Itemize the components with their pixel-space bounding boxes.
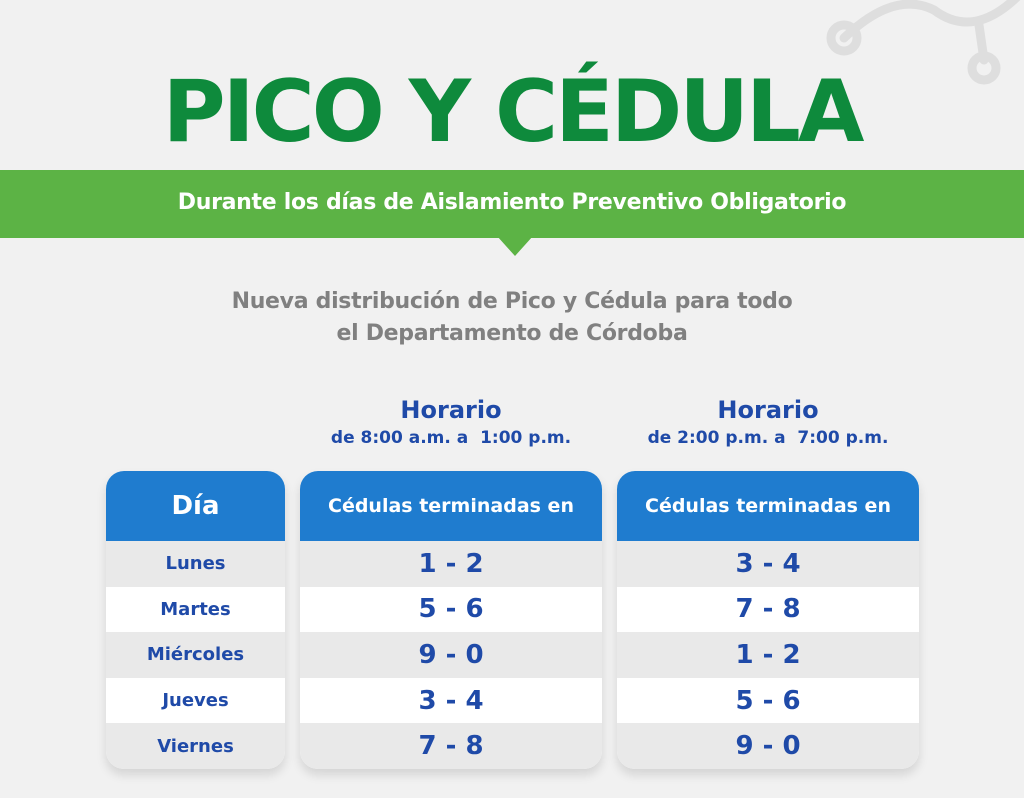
table-cell-afternoon: 3 - 4 bbox=[617, 541, 919, 587]
table-cell-morning: 9 - 0 bbox=[300, 632, 602, 678]
schedule-heading: Horario bbox=[717, 396, 819, 424]
table-cell-day: Viernes bbox=[106, 723, 285, 769]
table-cell-day: Jueves bbox=[106, 678, 285, 724]
table-cell-afternoon: 1 - 2 bbox=[617, 632, 919, 678]
banner-notch bbox=[497, 236, 533, 256]
subtitle-line-1: Nueva distribución de Pico y Cédula para todo bbox=[231, 289, 793, 314]
subtitle-line-2: el Departamento de Córdoba bbox=[336, 321, 688, 346]
table-cell-morning: 1 - 2 bbox=[300, 541, 602, 587]
column-header-day: Día bbox=[106, 471, 285, 541]
table-cell-afternoon: 9 - 0 bbox=[617, 723, 919, 769]
subtitle bbox=[0, 286, 1024, 350]
morning-column bbox=[300, 471, 602, 769]
table-cell-afternoon: 7 - 8 bbox=[617, 587, 919, 633]
schedule-afternoon bbox=[617, 395, 919, 451]
column-header-afternoon: Cédulas terminadas en bbox=[617, 471, 919, 541]
schedule-heading: Horario bbox=[400, 396, 502, 424]
schedule-time: de 8:00 a.m. a 1:00 p.m. bbox=[330, 428, 572, 448]
day-column bbox=[106, 471, 285, 769]
column-header-morning: Cédulas terminadas en bbox=[300, 471, 602, 541]
table-cell-day: Lunes bbox=[106, 541, 285, 587]
table-cell-day: Miércoles bbox=[106, 632, 285, 678]
table-cell-afternoon: 5 - 6 bbox=[617, 678, 919, 724]
table-cell-morning: 3 - 4 bbox=[300, 678, 602, 724]
table-cell-morning: 7 - 8 bbox=[300, 723, 602, 769]
banner bbox=[0, 170, 1024, 238]
banner-text: Durante los días de Aislamiento Preventivo Obligatorio bbox=[177, 190, 847, 215]
table-cell-morning: 5 - 6 bbox=[300, 587, 602, 633]
schedule-time: de 2:00 p.m. a 7:00 p.m. bbox=[647, 428, 889, 448]
table-cell-day: Martes bbox=[106, 587, 285, 633]
afternoon-column bbox=[617, 471, 919, 769]
page-title: PICO Y CÉDULA bbox=[162, 62, 862, 162]
schedule-morning bbox=[300, 395, 602, 451]
